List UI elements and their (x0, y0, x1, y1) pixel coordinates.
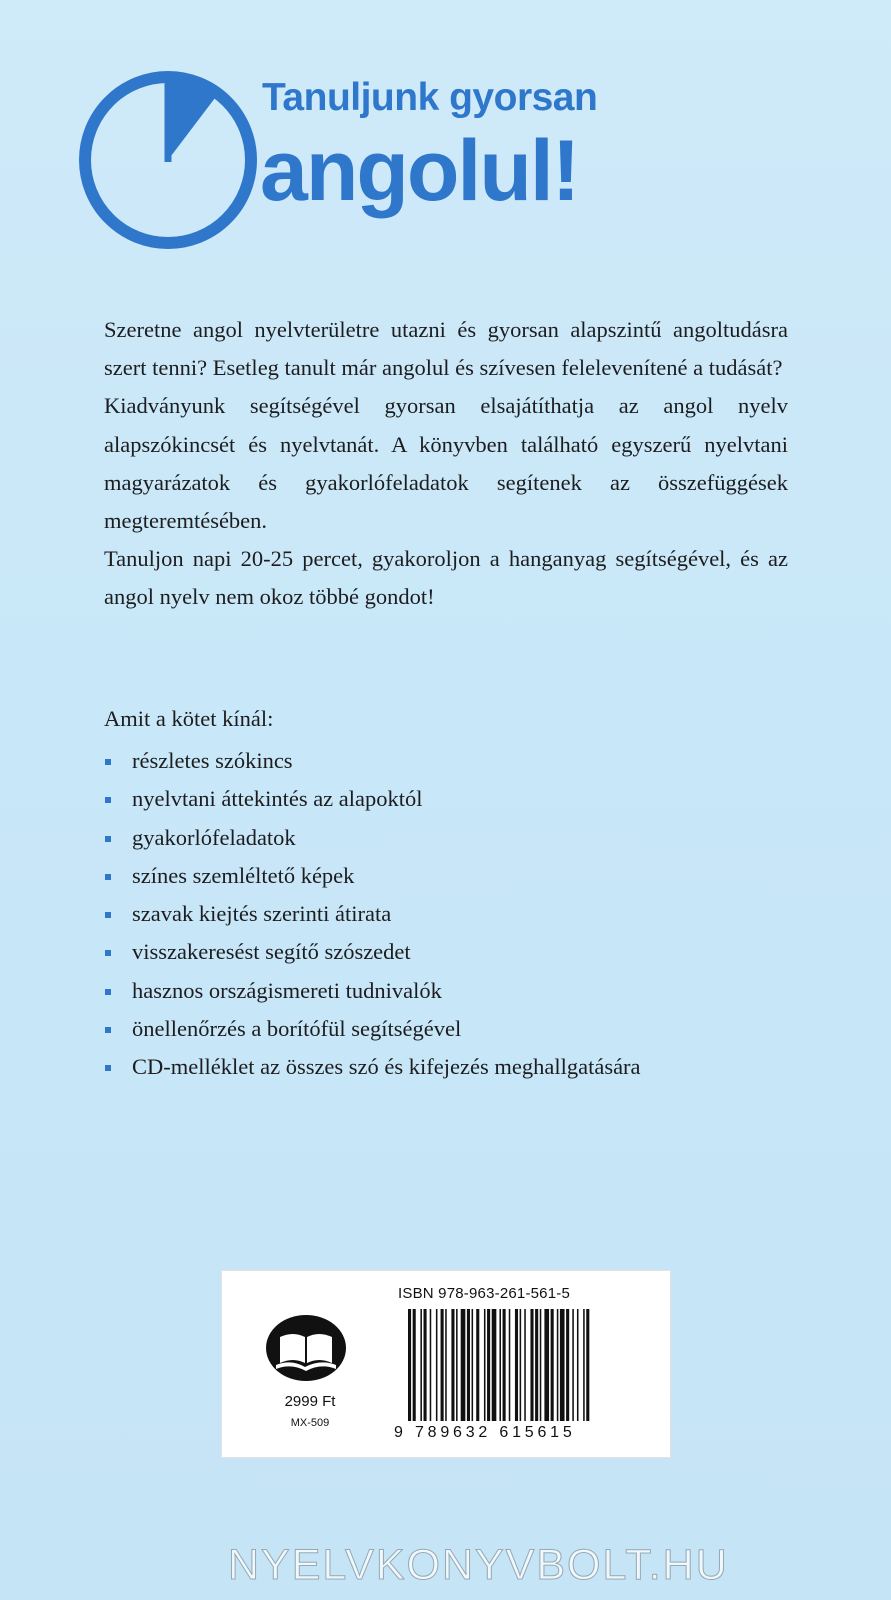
bullet-icon (105, 1065, 111, 1071)
barcode-bar (420, 1309, 422, 1421)
bullet-icon (105, 950, 111, 956)
barcode-bar (586, 1309, 589, 1421)
list-item-label: visszakeresést segítő szószedet (132, 939, 411, 965)
barcode-bar (424, 1309, 427, 1421)
list-item (104, 784, 641, 822)
list-item-label: CD-melléklet az összes szó és kifejezés meghallgatására (132, 1054, 641, 1080)
list-item-label: részletes szókincs (132, 748, 293, 773)
list-item (104, 746, 641, 784)
barcode-panel (221, 1270, 671, 1458)
barcode-bar (441, 1309, 444, 1421)
barcode-bar (461, 1309, 466, 1421)
barcode-bar (445, 1309, 447, 1421)
bullet-icon (105, 836, 111, 842)
barcode-bar (509, 1309, 511, 1421)
barcode-bar (535, 1309, 538, 1421)
bullet-icon (105, 989, 111, 995)
barcode-bar (487, 1309, 490, 1421)
barcode-bar (520, 1309, 522, 1421)
bullet-icon (105, 912, 111, 918)
barcode-bar (499, 1309, 501, 1421)
open-book-icon (264, 1313, 348, 1383)
list-item (104, 899, 641, 937)
list-item-label: nyelvtani áttekintés az alapoktól (132, 786, 423, 812)
bullet-icon (105, 797, 111, 803)
barcode-bar (577, 1309, 579, 1421)
bullet-icon (105, 1027, 111, 1033)
bullet-icon (105, 874, 111, 880)
barcode-bar (557, 1309, 559, 1421)
title-line-1: Tanuljunk gyorsan (262, 76, 598, 119)
stopwatch-icon (78, 70, 258, 250)
barcode-bar (544, 1309, 549, 1421)
barcode-bar (451, 1309, 454, 1421)
barcode-bar (484, 1309, 486, 1421)
watermark: NYELVKONYVBOLT.HU (228, 1541, 729, 1589)
isbn-label: ISBN 978-963-261-561-5 (398, 1285, 571, 1302)
bullet-icon (105, 759, 111, 765)
list-item-label: hasznos országismereti tudnivalók (132, 977, 442, 1003)
list-item (104, 1052, 641, 1090)
barcode-bar (467, 1309, 470, 1421)
list-item (104, 937, 641, 975)
barcode-bar (413, 1309, 416, 1421)
list-item (104, 1014, 641, 1052)
ean-digits: 9 789632 615615 (394, 1424, 576, 1441)
intro-text (104, 311, 788, 617)
barcode-bar (503, 1309, 506, 1421)
intro-paragraph: Kiadványunk segítségével gyorsan elsajátíthatja az angol nyelv alapszókincsét és nyelvtanát. A könyvben található egyszerű nyelvtani magyarázatok és gyakorlófeladatok segítenek az összefüggések megteremtésében. (104, 393, 788, 534)
barcode-bar (540, 1309, 542, 1421)
barcode-bar (524, 1309, 526, 1421)
barcode-bar (430, 1309, 432, 1421)
barcode-bar (583, 1309, 585, 1421)
product-code: MX-509 (290, 1417, 330, 1429)
barcode-bar (530, 1309, 533, 1421)
barcode-bar (472, 1309, 474, 1421)
list-item-label: szavak kiejtés szerinti átirata (132, 901, 392, 927)
barcode-bar (572, 1309, 574, 1421)
list-item-label: önellenőrzés a borítófül segítségével (132, 1016, 462, 1042)
barcode-bar (436, 1309, 438, 1421)
barcode-bar (551, 1309, 554, 1421)
intro-paragraph: Tanuljon napi 20-25 percet, gyakoroljon a hanganyag segítségével, és az angol nyelv nem okoz többé gondot! (104, 546, 788, 610)
list-item-label: színes szemléltető képek (132, 862, 355, 888)
barcode-bar (566, 1309, 569, 1421)
list-item (104, 861, 641, 899)
barcode-bar (515, 1309, 518, 1421)
price-label: 2999 Ft (284, 1393, 336, 1410)
barcode-bar (476, 1309, 479, 1421)
barcode-bar (492, 1309, 497, 1421)
offers-list (104, 746, 641, 1091)
barcode-bar (408, 1309, 411, 1421)
list-item (104, 976, 641, 1014)
list-item (104, 823, 641, 861)
intro-paragraph: Szeretne angol nyelvterületre utazni és gyorsan alapszintű angoltudásra szert tenni? Esetleg tanult már angolul és szívesen felelevenítené a tudását? (104, 317, 788, 381)
list-item-label: gyakorlófeladatok (132, 824, 296, 850)
barcode-image (408, 1309, 652, 1421)
offers-heading: Amit a kötet kínál: (104, 706, 274, 731)
barcode-bar (560, 1309, 565, 1421)
title-line-2: angolul! (260, 123, 579, 219)
barcode-bar (456, 1309, 458, 1421)
